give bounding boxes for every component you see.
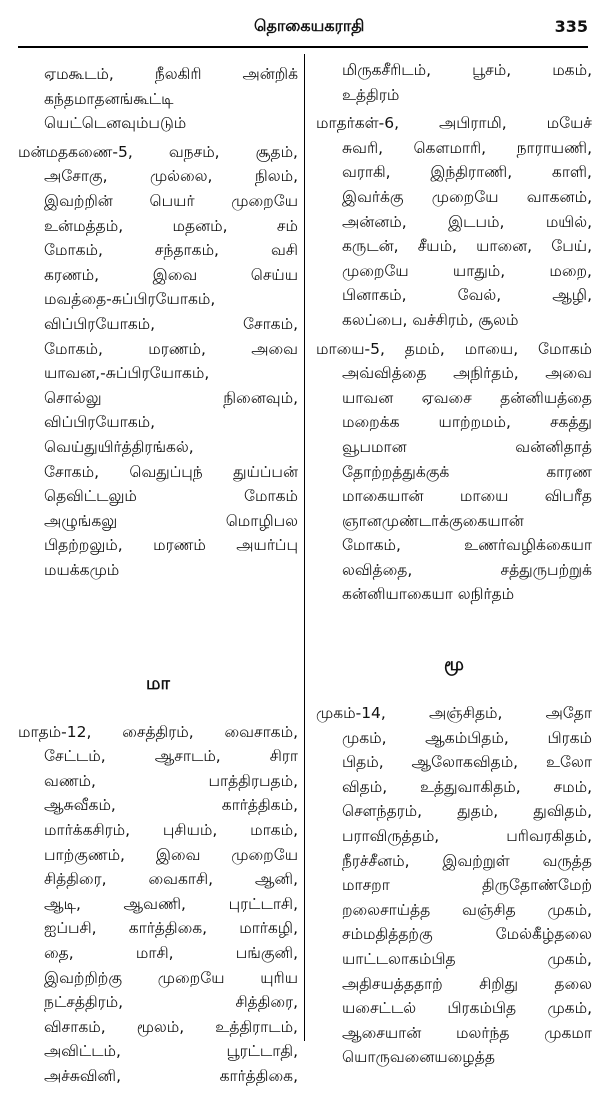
text-line: பிதற்றலும், மரணம் அயர்ப்பு: [44, 536, 298, 555]
text-line: வராகி, இந்திராணி, காளி,: [342, 163, 592, 182]
header-rule: [18, 46, 588, 48]
text-line: மாதம்-12, சைத்திரம், வைசாகம்,: [18, 722, 298, 741]
entry-maadhargal: [316, 111, 592, 332]
text-line: விப்பிரயோகம்,: [44, 413, 156, 432]
text-line: சொல்லு நினைவும்,: [44, 388, 298, 407]
text-line: மார்க்கசிரம், புசியம், மாகம்,: [44, 821, 298, 840]
text-line: றலைசாய்த்த வஞ்சித முகம்,: [342, 900, 592, 919]
text-line: ஆடி, ஆவணி, புரட்டாசி,: [44, 894, 298, 913]
section-heading-moo: மூ: [444, 654, 464, 676]
text-line: இவர்க்கு முறையே வாகனம்,: [342, 187, 592, 206]
text-line: விப்பிரயோகம், சோகம்,: [44, 314, 298, 333]
text-line: சித்திரை, வைகாசி, ஆனி,: [44, 870, 298, 889]
text-line: மிருகசீரிடம், பூசம், மகம்,: [342, 61, 592, 79]
text-line: மோகம், மரணம், அவை: [44, 339, 298, 358]
text-line: வூபமான வன்னிதாத்: [342, 437, 592, 456]
text-line: ஐப்பசி, கார்த்திகை, மார்கழி,: [44, 919, 298, 938]
text-line: அச்சுவினி, கார்த்திகை,: [44, 1066, 298, 1085]
text-line: ஏமகூடம், நீலகிரி அன்றிக்: [44, 65, 298, 83]
text-line: நீரச்சீனம், இவற்றுள் வருத்த: [342, 851, 592, 870]
left-column: [18, 58, 298, 1113]
text-line: மன்மதகணை-5, வநசம், சூதம்,: [18, 142, 298, 161]
text-line: வணம், பாத்திரபதம்,: [44, 771, 298, 790]
entry-manmadhakanai: [18, 140, 298, 632]
text-line: [316, 1070, 592, 1095]
text-line: முறையே யாதும், மறை,: [342, 261, 592, 280]
text-line: யாட்டலாகம்பித முகம்,: [342, 950, 592, 968]
text-line: ஞானமுண்டாக்குகையான்: [342, 511, 524, 530]
text-line: அவ்வித்தை அநிர்தம், அவை: [342, 364, 592, 383]
text-line: கரணம், இவை செய்ய: [44, 265, 298, 284]
page-header: [18, 14, 588, 38]
text-line: மோகம், உணர்வழிக்கையா: [342, 536, 592, 555]
text-line: இவற்றிற்கு முறையே யுரிய: [44, 968, 298, 987]
entry-maayai: [316, 337, 592, 608]
text-line: ஆசுவீகம், கார்த்திகம்,: [44, 796, 298, 815]
text-line: கன்னியாகையா லநிர்தம்: [342, 585, 515, 604]
text-line: சுவரி, கௌமாரி, நாராயணி,: [342, 138, 592, 157]
text-line: மாசறா திருதோண்மேற்: [342, 876, 592, 895]
text-line: கந்தமாதனங்கூட்டி: [44, 89, 174, 108]
text-line: மாதர்கள்-6, அபிராமி, மயேச்: [316, 114, 592, 133]
section-heading-maa: மா: [146, 672, 170, 694]
text-line: உத்திரம்: [342, 85, 400, 104]
text-line: விதம், உத்துவாகிதம், சமம்,: [342, 777, 592, 796]
entry-continuation: [18, 62, 298, 136]
text-line: அழுங்கலு மொழிபல: [44, 511, 298, 530]
text-line: கலப்பை, வச்சிரம், சூலம்: [342, 310, 519, 329]
text-line: மயக்கமும்: [44, 560, 120, 579]
text-line: [18, 1089, 298, 1113]
text-line: முகம், ஆகம்பிதம், பிரகம்: [342, 728, 592, 747]
text-line: பாற்குணம், இவை முறையே: [44, 845, 298, 864]
text-line: சம்மதித்தற்கு மேல்கீழ்தலை: [342, 925, 592, 944]
text-line: அசோகு, முல்லை, நிலம்,: [44, 167, 298, 186]
text-line: உன்மத்தம், மதனம், சம்: [44, 216, 298, 235]
text-line: விசாகம், மூலம், உத்திராடம்,: [44, 1017, 298, 1036]
text-line: வெய்துயிர்த்திரங்கல்,: [44, 437, 194, 456]
text-line: தோற்றத்துக்குக் காரண: [342, 462, 592, 481]
entry-maadham: [18, 720, 298, 1113]
text-line: லவித்தை, சத்துருபற்றுக்: [342, 560, 592, 579]
text-line: சோகம், வெதுப்புந் துய்ப்பன்: [44, 462, 298, 481]
text-line: பிதம், ஆலோகவிதம், உலோ: [342, 753, 592, 772]
text-line: இவற்றின் பெயர் முறையே: [44, 191, 298, 210]
text-line: ஆசையான் மலர்ந்த முகமா: [342, 1023, 592, 1042]
text-line: அன்னம், இடபம், மயில்,: [342, 212, 592, 231]
text-line: தை, மாசி, பங்குனி,: [44, 944, 298, 962]
text-line: மாயை-5, தமம், மாயை, மோகம்: [316, 339, 592, 358]
text-line: [18, 607, 298, 632]
text-line: சௌந்தரம், துதம், துவிதம்,: [342, 802, 592, 821]
entry-mugam: [316, 701, 592, 1095]
text-line: மாகையான் மாயை விபரீத: [342, 487, 592, 506]
column-divider: [304, 54, 305, 1041]
text-line: யாவன,-சுப்பிரயோகம்,: [44, 364, 210, 383]
text-line: யசைட்டல் பிரகம்பித முகம்,: [342, 999, 592, 1018]
text-line: யெட்டெனவும்படும்: [44, 114, 187, 133]
text-line: மோகம், சந்தாகம், வசி: [44, 241, 298, 260]
text-line: மவத்தை-சுப்பிரயோகம்,: [44, 290, 216, 309]
text-line: [18, 582, 298, 607]
text-line: மறைக்க யாற்றமம், சகத்து: [342, 413, 592, 432]
text-line: முகம்-14, அஞ்சிதம், அதோ: [316, 704, 592, 723]
entry-continuation: [316, 58, 592, 107]
text-line: யாவன ஏவசை தன்னியத்தை: [342, 388, 592, 407]
text-line: கருடன், சீயம், யானை, பேய்,: [342, 237, 592, 256]
right-column: [316, 58, 592, 1095]
text-line: பினாகம், வேல், ஆழி,: [342, 286, 592, 305]
text-line: சேட்டம், ஆசாடம், சிரா: [44, 747, 298, 766]
text-line: பராவிருத்தம், பரிவரகிதம்,: [342, 827, 592, 846]
text-line: தெவிட்டலும் மோகம்: [44, 487, 298, 506]
text-line: அதிசயத்ததாற் சிறிது தலை: [342, 974, 592, 993]
running-title: தொகையகராதி: [254, 15, 365, 35]
page-number: 335: [554, 16, 588, 36]
text-line: யொருவனையழைத்த: [342, 1048, 495, 1067]
text-line: அவிட்டம், பூரட்டாதி,: [44, 1042, 298, 1061]
text-line: நட்சத்திரம், சித்திரை,: [44, 993, 298, 1012]
